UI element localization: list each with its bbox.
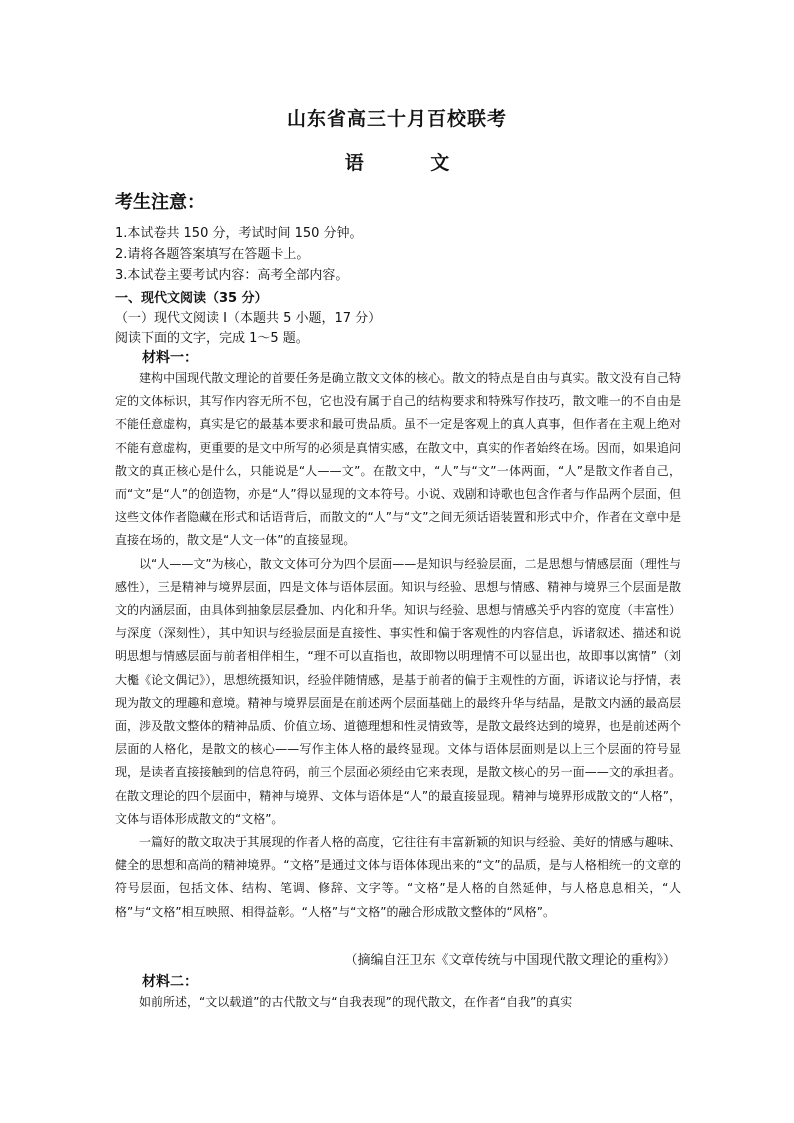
subsection-heading: （一）现代文阅读 I（本题共 5 小题，17 分） — [115, 311, 382, 326]
material1-source: （摘编自汪卫东《文章传统与中国现代散文理论的重构》） — [344, 953, 676, 968]
notice-rule-2: 2.请将各题答案填写在答题卡上。 — [115, 247, 310, 262]
material2-paragraph-1: 如前所述，“文以载道”的古代散文与“自我表现”的现代散文，在作者“自我”的真实 — [139, 995, 573, 1009]
material1-body — [115, 367, 681, 924]
notice-heading: 考生注意： — [115, 192, 205, 213]
reading-instruction: 阅读下面的文字，完成 1～5 题。 — [115, 331, 309, 346]
subject-title: 语 文 — [344, 152, 480, 174]
material2-label: 材料二： — [142, 974, 198, 990]
material1-paragraph-1: 建构中国现代散文理论的首要任务是确立散文文体的核心。散文的特点是自由与真实。散文没有自己特定的文体标识，其写作内容无所不包，它也没有属于自己的结构要求和特殊写作技巧，散文唯一的不自由是不能任意虚构，真实是它的最基本要求和最可贵品质。虽不一定是客观上的真人真事，但作者在主观上绝对不能有意虚构，更重要的是文中所写的必须是真情实感，在散文中，真实的作者始终在场。因而，如果追问散文的真正核心是什么，只能说是“人——文”。在散文中，“人”与“文”一体两面，“人”是散文作者自己，而“文”是“人”的创造物，亦是“人”得以显现的文本符号。小说、戏剧和诗歌也包含作者与作品两个层面，但这些文体作者隐藏在形式和话语背后，而散文的“人”与“文”之间无须话语装置和形式中介，作者在文章中是直接在场的，散文是“人文一体”的直接显现。 — [115, 371, 681, 548]
material1-paragraph-2: 以“人——文”为核心，散文文体可分为四个层面——是知识与经验层面，二是思想与情感层面（理性与感性），三是精神与境界层面，四是文体与语体层面。知识与经验、思想与情感、精神与境界三个层面是散文的内涵层面，由具体到抽象层层叠加、内化和升华。知识与经验、思想与情感关乎内容的宽度（丰富性）与深度（深刻性），其中知识与经验层面是直接性、事实性和偏于客观性的内容信息，诉诸叙述、描述和说明思想与情感层面与前者相伴相生，“理不可以直指也，故即物以明理情不可以显出也，故即事以寓情”（刘大櫆《论文偶记》），思想统摄知识，经验伴随情感，是基于前者的偏于主观性的方面，诉诸议论与抒情，表现为散文的理趣和意境。精神与境界层面是在前述两个层面基础上的最终升华与结晶，是散文内涵的最高层面，涉及散文整体的精神品质、价值立场、道德理想和性灵情致等，是散文最终达到的境界，也是前述两个层面的人格化，是散文的核心——写作主体人格的最终显现。文体与语体层面则是以上三个层面的符号显现，是读者直接接触到的信息符码，前三个层面必须经由它来表现，是散文核心的另一面——文的承担者。在散文理论的四个层面中，精神与境界、文体与语体是“人”的最直接显现。精神与境界形成散文的“人格”，文体与语体形成散文的“文格”。 — [115, 556, 681, 826]
exam-title: 山东省高三十月百校联考 — [286, 108, 507, 130]
material2-body — [115, 991, 681, 1014]
notice-rule-3: 3.本试卷主要考试内容：高考全部内容。 — [115, 268, 349, 283]
notice-rule-1: 1.本试卷共 150 分，考试时间 150 分钟。 — [115, 226, 363, 241]
material1-paragraph-3: 一篇好的散文取决于其展现的作者人格的高度，它往往有丰富新颖的知识与经验、美好的情感与趣味、健全的思想和高尚的精神境界。“文格”是通过文体与语体体现出来的“文”的品质，是与人格相统一的文章的符号层面，包括文体、结构、笔调、修辞、文字等。“文格”是人格的自然延伸，与人格息息相关，“人格”与“文格”相互映照、相得益彰。“人格”与“文格”的融合形成散文整体的“风格”。 — [115, 835, 681, 919]
material1-label: 材料一： — [142, 350, 198, 366]
section-heading: 一、现代文阅读（35 分） — [115, 291, 268, 306]
